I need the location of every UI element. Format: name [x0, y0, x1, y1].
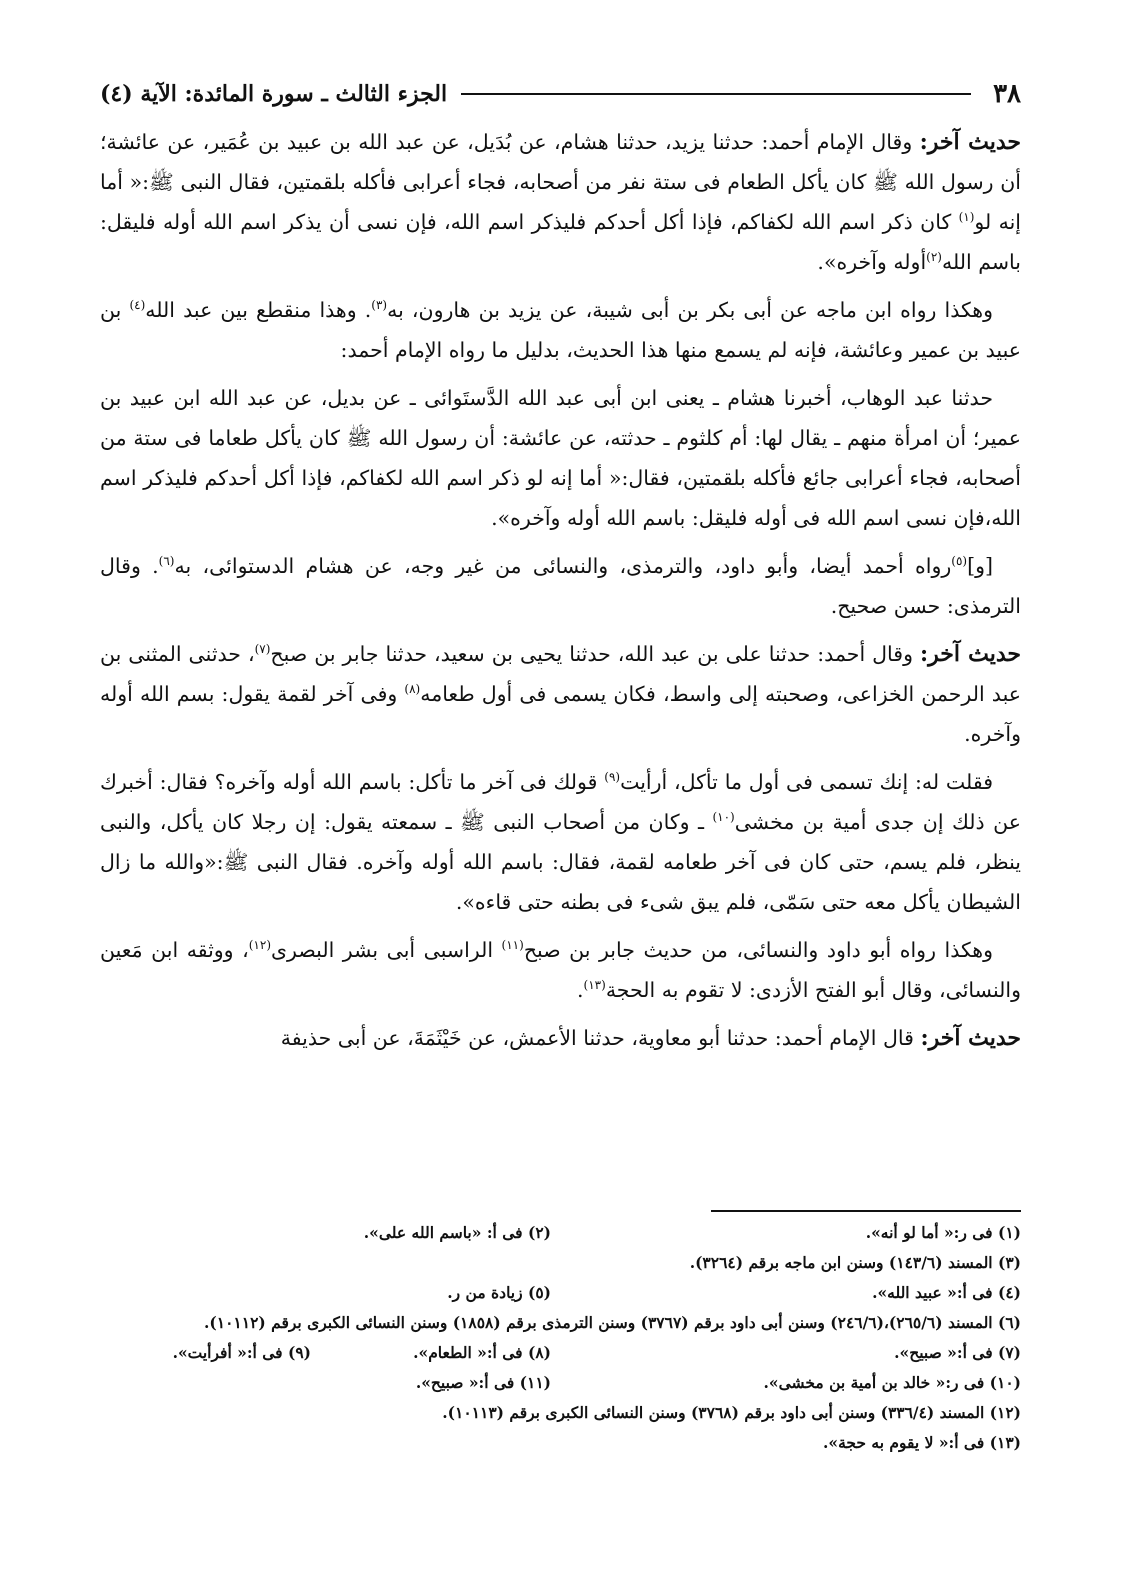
paragraph-text: حدثنا عبد الوهاب، أخبرنا هشام ـ يعنى ابن أبى عبد الله الدَّستَوائى ـ عن بديل، عن عبد الله ابن عبيد بن عمير؛ أن امرأة منهم ـ يقال لها: أم كلثوم ـ حدثته، عن عائشة: أن رسول الله ﷺ كان يأكل طعاما فى ستة من أصحابه، فجاء أعرابى جائع فأكله بلقمتين، فقال:« أما إنه لو ذكر اسم الله لكفاكم، فإذا أكل أحدكم فليذكر اسم الله،فإن نسى اسم الله فى أوله فليقل: باسم الله أوله وآخره».: [100, 386, 1021, 530]
running-title: الجزء الثالث ـ سورة المائدة: الآية (٤): [100, 81, 448, 107]
footnote-ref: (٥): [951, 554, 968, 569]
footnotes: [100, 1218, 1021, 1458]
paragraph-text: . وهذا منقطع بين عبد الله: [145, 298, 372, 322]
paragraph-text: ، ووثقه ابن مَعين والنسائى، وقال أبو الفتح الأزدى: لا تقوم به الحجة: [100, 938, 1021, 1002]
footnote-row: [100, 1278, 1021, 1308]
paragraph: [100, 122, 1021, 282]
hadith-heading: حديث آخر:: [919, 129, 1021, 155]
footnote-row: [100, 1308, 1021, 1338]
footnote-ref: (١١): [501, 938, 524, 953]
paragraph: [100, 634, 1021, 754]
footnote: (٣) المسند (١٤٣/٦) وسنن ابن ماجه برقم (٣٢٦٤).: [689, 1253, 1021, 1272]
footnote-row: [100, 1368, 1021, 1398]
footnote-ref: (١٣): [583, 978, 606, 993]
paragraph-text: الراسبى أبى بشر البصرى: [271, 938, 502, 962]
paragraph-text: قال الإمام أحمد: حدثنا أبو معاوية، حدثنا الأعمش، عن خَيْثَمَةَ، عن أبى حذيفة: [280, 1026, 921, 1050]
footnote: (١) فى ر:« أما لو أنه».: [865, 1223, 1021, 1242]
footnote-ref: (١٢): [248, 938, 271, 953]
book-page: [100, 74, 1021, 1534]
page-number: ٣٨: [993, 79, 1021, 109]
paragraph-text: وفى آخر لقمة يقول: بسم الله أوله وآخره.: [100, 682, 1021, 746]
main-text: [100, 122, 1021, 1058]
footnote: (١٣) فى أ:« لا يقوم به حجة».: [823, 1433, 1021, 1452]
footnote-row: [100, 1218, 1021, 1248]
paragraph: [100, 930, 1021, 1010]
footnote: (١٠) فى ر:« خالد بن أمية بن مخشى».: [763, 1373, 1021, 1392]
paragraph-text: رواه أحمد أيضا، وأبو داود، والترمذى، والنسائى من غير وجه، عن هشام الدستوائى، به: [174, 554, 952, 578]
footnote: (١١) فى أ:« صبيح».: [415, 1373, 551, 1392]
paragraph-text: [و]: [967, 554, 993, 578]
paragraph: [100, 378, 1021, 538]
footnote: (٥) زيادة من ر.: [447, 1283, 551, 1302]
paragraph-text: وقال الإمام أحمد: حدثنا يزيد، حدثنا هشام، عن بُدَيل، عن عبد الله بن عبيد بن عُمَير، عن عائشة؛ أن رسول الله ﷺ كان يأكل الطعام فى ستة نفر من أصحابه، فجاء أعرابى فأكله بلقمتين، فقال النبى ﷺ:« أما إنه لو: [100, 130, 1021, 234]
footnote: (١٢) المسند (٣٣٦/٤) وسنن أبى داود برقم (٣٧٦٨) وسنن النسائى الكبرى برقم (١٠١١٣).: [442, 1403, 1021, 1422]
paragraph-text: وهكذا رواه أبو داود والنسائى، من حديث جابر بن صبح: [523, 938, 993, 962]
footnote-row: [100, 1398, 1021, 1428]
paragraph-text: وهكذا رواه ابن ماجه عن أبى بكر بن أبى شيبة، عن يزيد بن هارون، به: [387, 298, 994, 322]
paragraph: [100, 1018, 1021, 1058]
paragraph: [100, 290, 1021, 370]
paragraph-text: فقلت له: إنك تسمى فى أول ما تأكل، أرأيت: [620, 770, 993, 794]
footnote-row: [100, 1338, 1021, 1368]
footnote-ref: (٩): [604, 770, 621, 785]
paragraph-text: وقال أحمد: حدثنا على بن عبد الله، حدثنا يحيى بن سعيد، حدثنا جابر بن صبح: [270, 642, 920, 666]
hadith-heading: حديث آخر:: [920, 1025, 1021, 1051]
footnote-ref: (٣): [371, 298, 388, 313]
paragraph-text: كان ذكر اسم الله لكفاكم، فإذا أكل أحدكم فليذكر اسم الله، فإن نسى أن يذكر اسم الله أوله فليقل: باسم الله: [100, 210, 1021, 274]
footnote-ref: (٧): [254, 642, 271, 657]
footnote: (٧) فى أ:« صبيح».: [894, 1343, 1021, 1362]
footnote-ref: (١٠): [712, 810, 735, 825]
footnote: (٩) فى أ:« أفرأيت».: [172, 1343, 311, 1362]
footnote: (٢) فى أ: «باسم الله على».: [363, 1223, 551, 1242]
paragraph-text: أوله وآخره».: [817, 250, 927, 274]
footnote-ref: (٢): [926, 250, 942, 265]
footnote: (٦) المسند (٢٦٥/٦)،(٢٤٦/٦) وسنن أبى داود برقم (٣٧٦٧) وسنن الترمذى برقم (١٨٥٨) وسنن النسائى الكبرى برقم (١٠١١٢).: [204, 1313, 1021, 1332]
paragraph: [100, 546, 1021, 626]
paragraph-text: قولك فى آخر ما تأكل: باسم الله أوله وآخره؟ فقال: أخبرك عن ذلك إن جدى أمية بن مخشى: [100, 770, 1021, 834]
footnote-ref: (٦): [158, 554, 175, 569]
paragraph-text: ، حدثنى المثنى بن عبد الرحمن الخزاعى، وصحبته إلى واسط، فكان يسمى فى أول طعامه: [100, 642, 1021, 706]
paragraph-text: . وقال الترمذى: حسن صحيح.: [100, 554, 1021, 618]
paragraph-text: ـ وكان من أصحاب النبى ﷺ ـ سمعته يقول: إن رجلا كان يأكل، والنبى ينظر، فلم يسم، حتى كان فى آخر طعامه لقمة، فقال: باسم الله أوله وآخره. فقال النبى ﷺ:«والله ما زال الشيطان يأكل معه حتى سَمّى، فلم يبق شىء فى بطنه حتى قاءه».: [100, 810, 1021, 914]
footnote: (٨) فى أ:« الطعام».: [413, 1343, 551, 1362]
footnote-row: [100, 1428, 1021, 1458]
footnote: (٤) فى أ:« عبيد الله».: [872, 1283, 1021, 1302]
paragraph-text: .: [577, 978, 584, 1002]
footnote-ref: (٨): [404, 682, 421, 697]
page-header: [100, 74, 1021, 114]
hadith-heading: حديث آخر:: [920, 641, 1021, 667]
footnote-ref: (٤): [129, 298, 146, 313]
footnote-ref: (١): [958, 210, 975, 225]
footnote-separator: [711, 1210, 1021, 1212]
paragraph-text: بن عبيد بن عمير وعائشة، فإنه لم يسمع منها هذا الحديث، بدليل ما رواه الإمام أحمد:: [100, 298, 1021, 362]
header-rule: [461, 93, 971, 95]
footnote-row: [100, 1248, 1021, 1278]
paragraph: [100, 762, 1021, 922]
